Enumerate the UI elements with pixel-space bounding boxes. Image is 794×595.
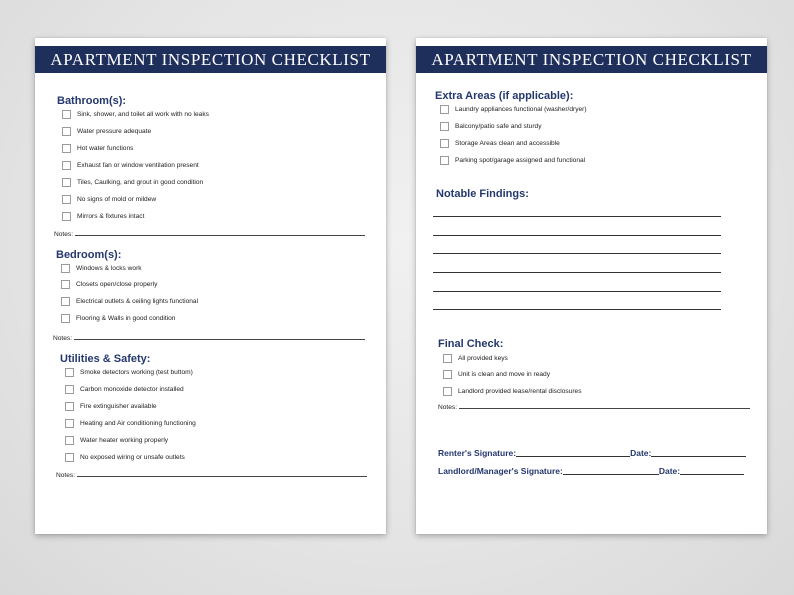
checklist-item[interactable]: Fire extinguisher available bbox=[65, 401, 157, 411]
checkbox[interactable] bbox=[440, 105, 449, 114]
page-title-banner: APARTMENT INSPECTION CHECKLIST bbox=[35, 46, 386, 73]
notes-line bbox=[75, 235, 365, 236]
checkbox[interactable] bbox=[62, 178, 71, 187]
page-title-banner: APARTMENT INSPECTION CHECKLIST bbox=[416, 46, 767, 73]
landlord-date-line[interactable] bbox=[680, 474, 744, 475]
checkbox[interactable] bbox=[443, 370, 452, 379]
checkbox[interactable] bbox=[65, 385, 74, 394]
findings-line[interactable] bbox=[433, 253, 721, 254]
notes-field[interactable]: Notes: bbox=[438, 401, 750, 411]
renter-signature-line[interactable] bbox=[516, 456, 630, 457]
notes-line bbox=[74, 339, 365, 340]
section-heading-bathroom: Bathroom(s): bbox=[57, 95, 127, 107]
checklist-item[interactable]: Parking spot/garage assigned and functional bbox=[440, 155, 585, 165]
checkbox[interactable] bbox=[62, 110, 71, 119]
section-heading-notable-findings: Notable Findings: bbox=[436, 188, 529, 200]
checkbox[interactable] bbox=[61, 264, 70, 273]
section-heading-extra-areas: Extra Areas (if applicable): bbox=[435, 90, 574, 102]
checklist-page-right bbox=[416, 38, 767, 534]
renter-date-label: Date: bbox=[630, 448, 652, 458]
notes-line bbox=[459, 408, 750, 409]
checkbox[interactable] bbox=[440, 122, 449, 131]
checklist-item[interactable]: Windows & locks work bbox=[61, 263, 142, 273]
checklist-item[interactable]: Balcony/patio safe and sturdy bbox=[440, 121, 542, 131]
checklist-item[interactable]: Smoke detectors working (test buttom) bbox=[65, 367, 193, 377]
section-heading-bedroom: Bedroom(s): bbox=[56, 249, 122, 261]
renter-signature-row bbox=[438, 448, 746, 458]
checkbox[interactable] bbox=[440, 156, 449, 165]
section-heading-final-check: Final Check: bbox=[438, 338, 504, 350]
checkbox[interactable] bbox=[61, 280, 70, 289]
renter-signature-label: Renter's Signature: bbox=[438, 448, 517, 458]
checkbox[interactable] bbox=[62, 144, 71, 153]
notes-field[interactable]: Notes: bbox=[53, 332, 365, 342]
landlord-signature-label: Landlord/Manager's Signature: bbox=[438, 466, 563, 476]
checklist-item[interactable]: Mirrors & fixtures intact bbox=[62, 211, 144, 221]
checkbox[interactable] bbox=[443, 387, 452, 396]
checklist-item[interactable]: Landlord provided lease/rental disclosures bbox=[443, 386, 582, 396]
checkbox[interactable] bbox=[61, 314, 70, 323]
notes-field[interactable]: Notes: bbox=[56, 469, 367, 479]
checklist-item[interactable]: Laundry appliances functional (washer/dryer) bbox=[440, 104, 587, 114]
checklist-item[interactable]: Water pressure adequate bbox=[62, 126, 151, 136]
section-heading-utilities: Utilities & Safety: bbox=[60, 353, 151, 365]
checkbox[interactable] bbox=[65, 368, 74, 377]
checklist-item[interactable]: Water heater working properly bbox=[65, 435, 168, 445]
findings-line[interactable] bbox=[433, 235, 721, 236]
checklist-item[interactable]: No signs of mold or mildew bbox=[62, 194, 156, 204]
notes-field[interactable]: Notes: bbox=[54, 228, 365, 238]
checklist-item[interactable]: Unit is clean and move in ready bbox=[443, 369, 550, 379]
checkbox[interactable] bbox=[65, 419, 74, 428]
findings-line[interactable] bbox=[433, 216, 721, 217]
checklist-item[interactable]: Flooring & Walls in good condition bbox=[61, 313, 175, 323]
checklist-item[interactable]: Hot water functions bbox=[62, 143, 133, 153]
findings-line[interactable] bbox=[433, 291, 721, 292]
checklist-item[interactable]: No exposed wiring or unsafe outlets bbox=[65, 452, 185, 462]
checklist-item[interactable]: Tiles, Caulking, and grout in good condition bbox=[62, 177, 203, 187]
checklist-item[interactable]: Heating and Air conditioning functioning bbox=[65, 418, 196, 428]
checklist-item[interactable]: Sink, shower, and toilet all work with no leaks bbox=[62, 109, 209, 119]
notes-line bbox=[77, 476, 367, 477]
checkbox[interactable] bbox=[440, 139, 449, 148]
checkbox[interactable] bbox=[62, 127, 71, 136]
checkbox[interactable] bbox=[62, 212, 71, 221]
checkbox[interactable] bbox=[65, 436, 74, 445]
checklist-item[interactable]: All provided keys bbox=[443, 353, 508, 363]
checkbox[interactable] bbox=[65, 402, 74, 411]
landlord-signature-line[interactable] bbox=[563, 474, 659, 475]
checklist-item[interactable]: Closets open/close properly bbox=[61, 279, 157, 289]
findings-line[interactable] bbox=[433, 272, 721, 273]
checkbox[interactable] bbox=[62, 195, 71, 204]
landlord-date-label: Date: bbox=[658, 466, 681, 476]
renter-date-line[interactable] bbox=[651, 456, 746, 457]
checkbox[interactable] bbox=[443, 354, 452, 363]
landlord-signature-row bbox=[438, 466, 744, 476]
checklist-item[interactable]: Electrical outlets & ceiling lights functional bbox=[61, 296, 198, 306]
checkbox[interactable] bbox=[62, 161, 71, 170]
checklist-page-left bbox=[35, 38, 386, 534]
checkbox[interactable] bbox=[65, 453, 74, 462]
checkbox[interactable] bbox=[61, 297, 70, 306]
checklist-item[interactable]: Storage Areas clean and accessible bbox=[440, 138, 560, 148]
checklist-item[interactable]: Carbon monoxide detector installed bbox=[65, 384, 184, 394]
findings-line[interactable] bbox=[433, 309, 721, 310]
checklist-item[interactable]: Exhaust fan or window ventilation present bbox=[62, 160, 199, 170]
